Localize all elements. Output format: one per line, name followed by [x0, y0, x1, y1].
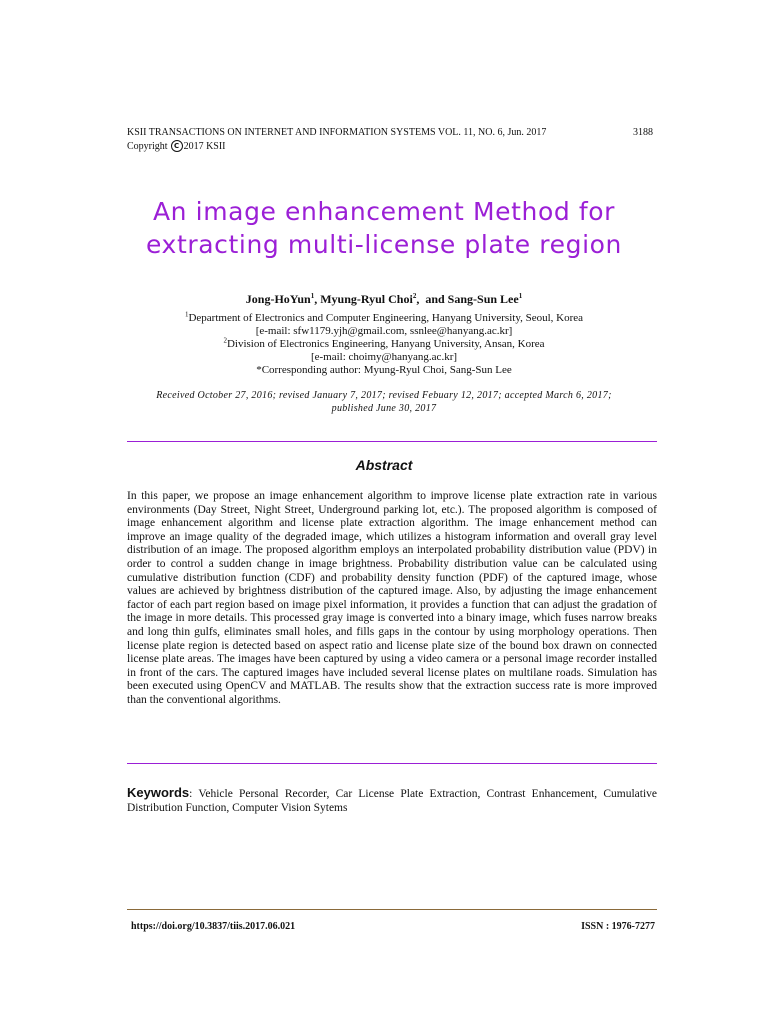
keywords	[127, 786, 657, 815]
copyright-line	[127, 140, 226, 152]
corresponding-author: *Corresponding author: Myung-Ryul Choi, Sang-Sun Lee	[256, 364, 512, 376]
copyright-icon: C	[171, 140, 183, 152]
issn: ISSN : 1976-7277	[581, 921, 655, 932]
dates-line-1: Received October 27, 2016; revised January 7, 2017; revised Febuary 12, 2017; accepted March 6, 2017;	[156, 390, 612, 401]
paper-title	[60, 195, 708, 261]
keywords-colon: :	[189, 788, 193, 800]
page-number: 3188	[633, 127, 653, 138]
title-line-1: An image enhancement Method for	[152, 197, 616, 226]
author-name: Myung-Ryul Choi	[320, 292, 413, 306]
doi-link[interactable]: https://doi.org/10.3837/tiis.2017.06.021	[131, 921, 296, 932]
affiliation-2-email: [e-mail: choimy@hanyang.ac.kr]	[310, 351, 458, 363]
author-separator: , and	[416, 292, 448, 306]
title-line-2: extracting multi-license plate region	[146, 230, 622, 259]
author-sup: 1	[518, 292, 523, 300]
submission-dates	[100, 389, 668, 415]
author-sup: 2	[412, 292, 417, 300]
dates-line-2: published June 30, 2017	[331, 403, 437, 414]
author-name: Jong-HoYun	[245, 292, 311, 306]
copyright-prefix: Copyright	[127, 140, 168, 152]
divider-bottom	[127, 763, 657, 764]
author-list	[60, 292, 708, 307]
footer-divider	[127, 909, 657, 910]
keywords-text: Vehicle Personal Recorder, Car License Plate Extraction, Contrast Enhancement, Cumulative Distribution Function, Computer Vision Sytems	[127, 788, 658, 814]
author-separator: ,	[314, 292, 321, 306]
abstract-heading: Abstract	[355, 457, 413, 473]
journal-header: KSII TRANSACTIONS ON INTERNET AND INFORMATION SYSTEMS VOL. 11, NO. 6, Jun. 2017	[127, 127, 547, 138]
keywords-label: Keywords	[127, 785, 190, 800]
affiliation-sup: 1	[184, 310, 189, 319]
affiliation-sup: 2	[223, 336, 227, 345]
abstract-body: In this paper, we propose an image enhancement algorithm to improve license plate extraction rate in various environments (Day Street, Night Street, Underground parking lot, etc.). The proposed algorithm is composed of image enhancement algorithm and license plate extraction algorithm. The image enhancement method can improve an image quality of the degraded image, which utilizes a histogram information and overall gray level distribution of an image. The proposed algorithm employs an interpolated probability distribution value (PDV) in order to control a sudden change in image brightness. Probability distribution value can be calculated using cumulative distribution function (CDF) and probability density function (PDF) of the captured image, whose values are achieved by brightness distribution of the captured image. Also, by adjusting the image enhancement factor of each part region based on image pixel information, it provides a function that can adjust the gradation of the image in more details. This processed gray image is converted into a binary image, which fuses narrow breaks and long thin gulfs, eliminates small holes, and fills gaps in the contour by using morphology operations. Then license plate region is detected based on aspect ratio and license plate size of the bound box drawn on connected license plate areas. The images have been captured by using a video camera or a personal image recorder installed in front of the cars. The captured images have included several license plates on multilane roads. Simulation has been executed using OpenCV and MATLAB. The results show that the extraction success rate is more improved than the conventional algorithms.	[127, 490, 657, 706]
divider-top	[127, 441, 657, 442]
affiliation-2	[60, 338, 708, 351]
copyright-year: 2017 KSII	[183, 140, 226, 152]
author-sup: 1	[310, 292, 315, 300]
affiliations	[60, 312, 708, 377]
affiliation-1-email: [e-mail: sfw1179.yjh@gmail.com, ssnlee@hanyang.ac.kr]	[255, 325, 513, 337]
affiliation-text: Department of Electronics and Computer Engineering, Hanyang University, Seoul, Korea	[188, 312, 584, 324]
affiliation-text: Division of Electronics Engineering, Hanyang University, Ansan, Korea	[226, 338, 545, 350]
affiliation-1	[60, 312, 708, 325]
author-name: Sang-Sun Lee	[447, 292, 519, 306]
